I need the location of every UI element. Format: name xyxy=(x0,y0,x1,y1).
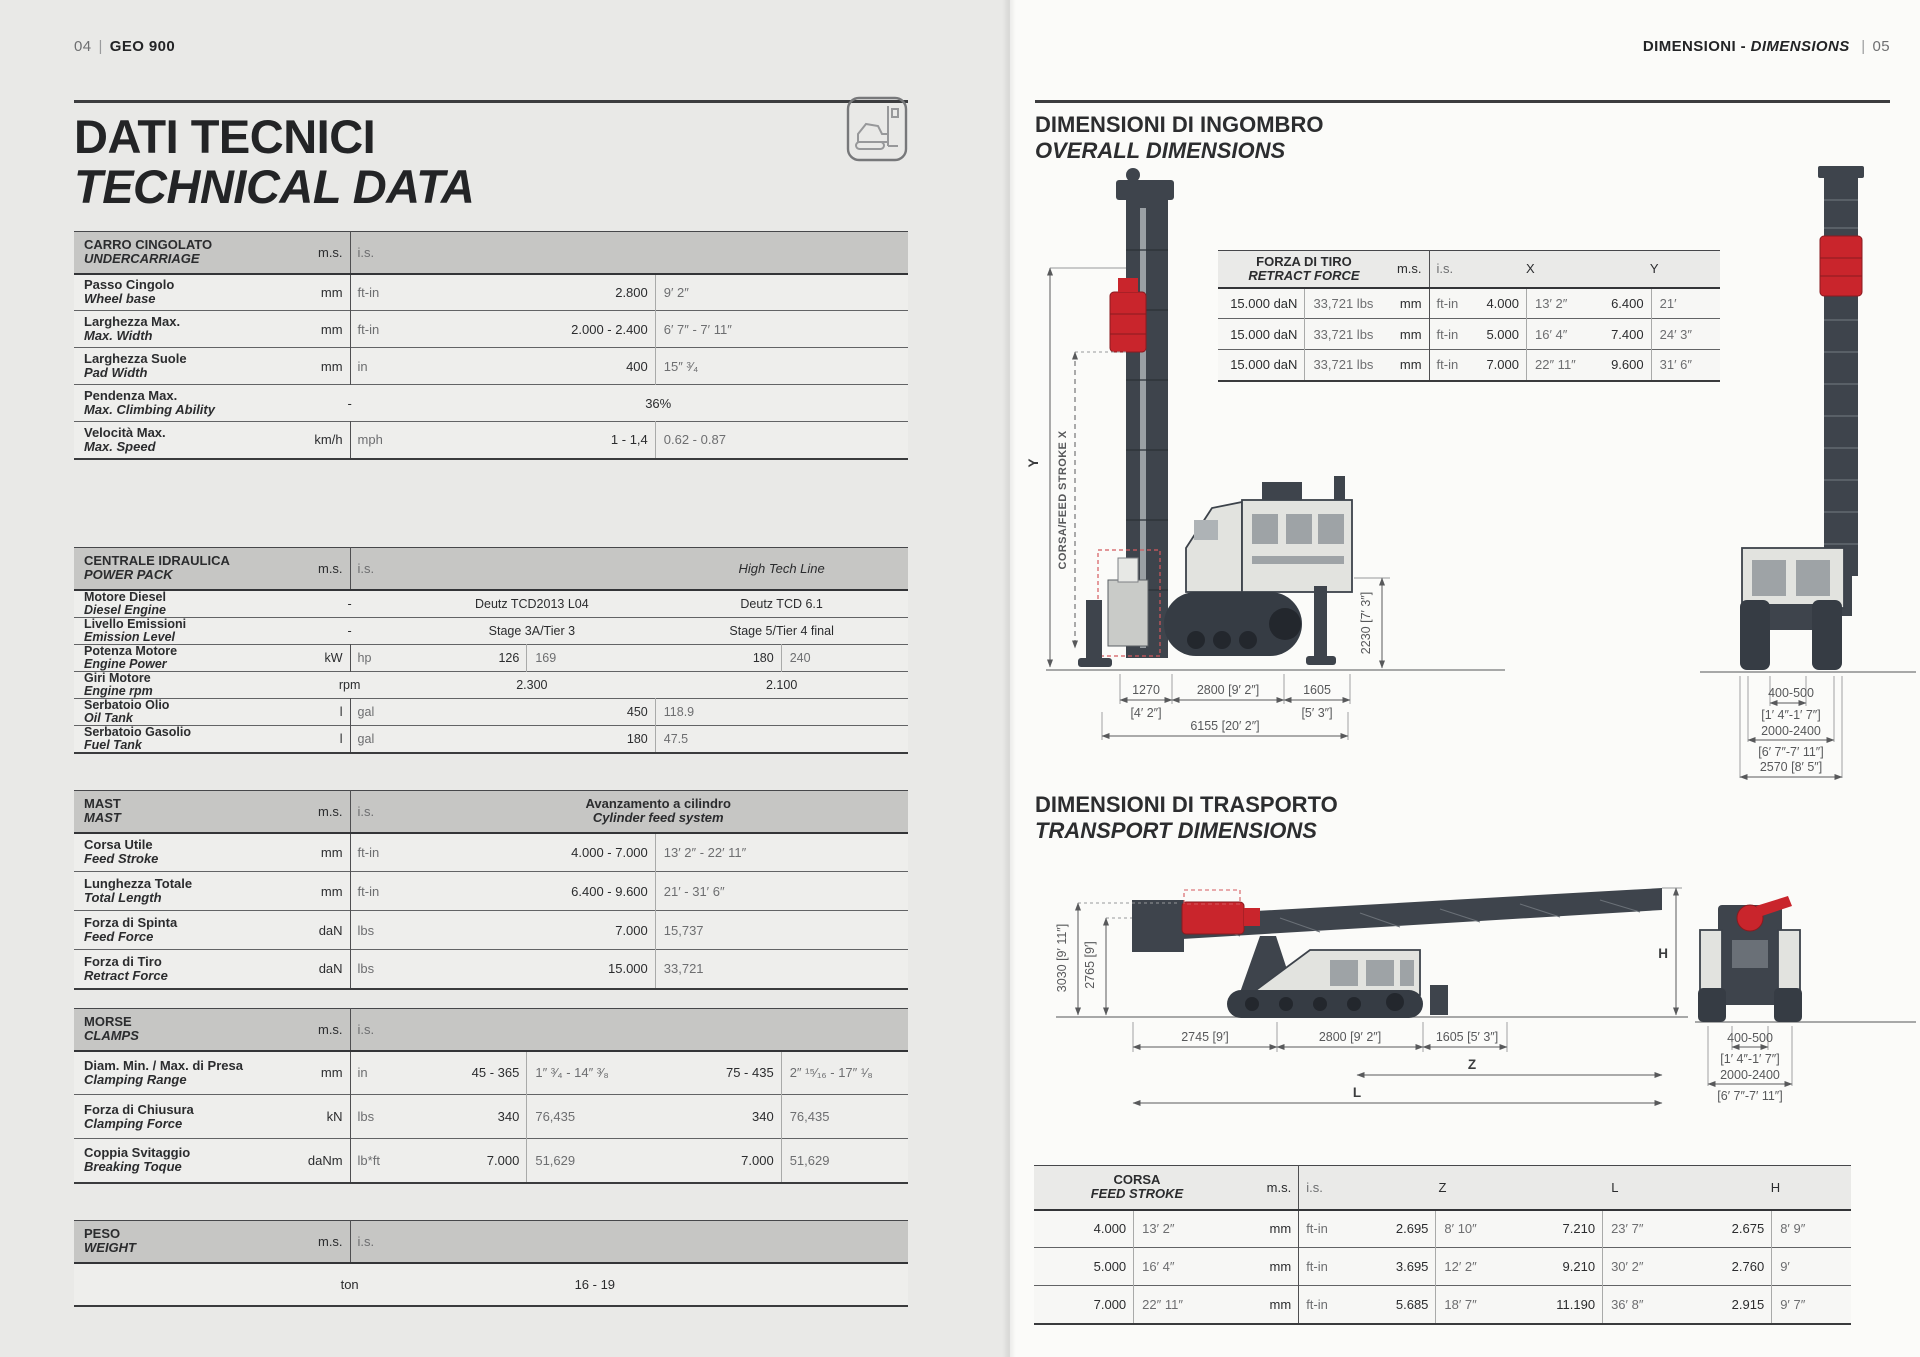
mast-table xyxy=(74,790,908,990)
table-cell: 15.000 xyxy=(408,950,655,989)
rig-side-illustration xyxy=(1046,168,1505,670)
table-cell: ft-in xyxy=(1429,350,1472,381)
table-cell: 340 xyxy=(655,1095,781,1139)
table-cell: 9.600 xyxy=(1588,350,1651,381)
table-cell: 33,721 lbs xyxy=(1305,319,1390,350)
table-cell: - xyxy=(291,617,409,644)
dim-label-2570: 2570 [8′ 5″] xyxy=(1759,760,1823,774)
table-cell: Passo Cingolo Wheel base xyxy=(74,274,291,311)
table-cell: 5.000 xyxy=(1472,319,1526,350)
table-cell: gal xyxy=(350,725,408,753)
table-cell: - xyxy=(291,385,409,422)
table-header-row xyxy=(1218,251,1720,288)
table-cell: 180 xyxy=(408,725,655,753)
table-cell: mm xyxy=(1390,350,1429,381)
table-cell: kN xyxy=(291,1095,350,1139)
table-header-cell: MAST MAST xyxy=(74,791,291,833)
table-cell: mm xyxy=(1390,288,1429,319)
dim-label-2745: 2745 [9′] xyxy=(1181,1030,1229,1044)
table-row xyxy=(1034,1210,1851,1248)
table-cell: 36′ 8″ xyxy=(1603,1286,1700,1324)
table-row xyxy=(74,1139,908,1183)
table-header-cell: i.s. xyxy=(350,1221,908,1263)
table-cell: 47.5 xyxy=(655,725,908,753)
rig-rear-illustration xyxy=(1695,896,1916,1022)
table-cell: kW xyxy=(291,644,350,671)
table-row xyxy=(74,872,908,911)
table-cell: 2.100 xyxy=(655,671,908,698)
dim-label-1605-transport: 1605 [5′ 3″] xyxy=(1435,1030,1499,1044)
table-cell: l xyxy=(291,698,350,725)
dim-label-feed-stroke-x: CORSA/FEED STROKE X xyxy=(1057,430,1069,570)
table-cell: 4.000 xyxy=(1472,288,1526,319)
table-header-row xyxy=(74,1221,908,1263)
table-cell: Larghezza Suole Pad Width xyxy=(74,348,291,385)
table-header-cell: CARRO CINGOLATO UNDERCARRIAGE xyxy=(74,232,291,274)
table-cell: 1″ ³⁄₄ - 14″ ³⁄₈ xyxy=(527,1051,655,1095)
table-header-cell: i.s. xyxy=(350,791,408,833)
table-cell: 16 - 19 xyxy=(408,1263,781,1306)
table-cell: 16′ 4″ xyxy=(1134,1248,1240,1286)
table-row xyxy=(1034,1286,1851,1324)
table-cell: 33,721 lbs xyxy=(1305,350,1390,381)
dim-label-rear-2000-2400-imperial: [6′ 7″-7′ 11″] xyxy=(1717,1089,1783,1103)
table-cell: 51,629 xyxy=(781,1139,908,1183)
overall-front-view-diagram xyxy=(1690,160,1920,790)
table-cell: 18′ 7″ xyxy=(1436,1286,1530,1324)
table-cell: 0.62 - 0.87 xyxy=(655,422,908,459)
table-cell: hp xyxy=(350,644,408,671)
table-cell: - xyxy=(291,590,409,618)
transport-heading-english: TRANSPORT DIMENSIONS xyxy=(1035,818,1317,843)
dim-label-2765: 2765 [9′] xyxy=(1083,941,1097,989)
table-cell: 2.675 xyxy=(1700,1210,1772,1248)
table-row xyxy=(74,348,908,385)
table-cell: Diam. Min. / Max. di Presa Clamping Range xyxy=(74,1051,291,1095)
dim-label-z: Z xyxy=(1467,1057,1477,1072)
dim-label-h: H xyxy=(1658,946,1668,961)
table-cell: 21′ xyxy=(1651,288,1720,319)
table-cell: mm xyxy=(291,1051,350,1095)
table-cell: gal xyxy=(350,698,408,725)
table-cell: 23′ 7″ xyxy=(1603,1210,1700,1248)
table-cell: ft-in xyxy=(350,833,408,872)
dim-label-2230: 2230 [7′ 3″] xyxy=(1359,591,1373,655)
table-row xyxy=(1218,319,1720,350)
table-cell: Serbatoio Gasolio Fuel Tank xyxy=(74,725,291,753)
table-cell: 240 xyxy=(781,644,908,671)
table-row xyxy=(1218,350,1720,381)
dim-label-rear-400-500: 400-500 xyxy=(1727,1031,1773,1045)
dim-label-400-500-imperial: [1′ 4″-1′ 7″] xyxy=(1761,708,1821,722)
transport-rear-view-diagram xyxy=(1690,855,1920,1160)
table-row xyxy=(1218,288,1720,319)
retract-force-table xyxy=(1218,250,1720,382)
page-header-left xyxy=(74,38,175,55)
table-cell: 30′ 2″ xyxy=(1603,1248,1700,1286)
table-cell: 8′ 10″ xyxy=(1436,1210,1530,1248)
table-cell: 7.000 xyxy=(1034,1286,1134,1324)
table-row xyxy=(74,1051,908,1095)
table-cell: 5.000 xyxy=(1034,1248,1134,1286)
table-cell: daNm xyxy=(291,1139,350,1183)
table-cell: 75 - 435 xyxy=(655,1051,781,1095)
table-cell: 2.915 xyxy=(1700,1286,1772,1324)
table-cell: ft-in xyxy=(1429,288,1472,319)
table-cell: ton xyxy=(291,1263,409,1306)
weight-table xyxy=(74,1220,908,1307)
dim-label-6155: 6155 [20′ 2″] xyxy=(1190,719,1260,733)
transport-heading-italian: DIMENSIONI DI TRASPORTO xyxy=(1035,792,1338,817)
table-cell: 7.000 xyxy=(408,911,655,950)
table-header-row xyxy=(74,1009,908,1051)
table-row xyxy=(74,1095,908,1139)
table-header-cell: Z xyxy=(1355,1166,1530,1210)
table-cell: l xyxy=(291,725,350,753)
table-header-row xyxy=(74,232,908,274)
table-cell xyxy=(74,1263,291,1306)
table-cell: ft-in xyxy=(1299,1286,1355,1324)
table-cell: mm xyxy=(291,348,350,385)
overall-heading-italian: DIMENSIONI DI INGOMBRO xyxy=(1035,112,1324,137)
table-cell: 9′ xyxy=(1772,1248,1851,1286)
table-cell: ft-in xyxy=(1299,1210,1355,1248)
table-header-row xyxy=(1034,1166,1851,1210)
table-cell: 8′ 9″ xyxy=(1772,1210,1851,1248)
table-cell: mm xyxy=(1240,1286,1299,1324)
dim-label-2000-2400-imperial: [6′ 7″-7′ 11″] xyxy=(1758,745,1824,759)
table-header-cell: i.s. xyxy=(1299,1166,1355,1210)
table-cell: mm xyxy=(1240,1210,1299,1248)
table-cell: 51,629 xyxy=(527,1139,655,1183)
table-cell: 7.000 xyxy=(408,1139,526,1183)
table-cell: 7.400 xyxy=(1588,319,1651,350)
table-cell: 13′ 2″ xyxy=(1527,288,1589,319)
table-cell: 33,721 xyxy=(655,950,908,989)
table-row xyxy=(74,671,908,698)
table-cell: rpm xyxy=(291,671,409,698)
table-cell: ft-in xyxy=(1429,319,1472,350)
table-cell: Stage 3A/Tier 3 xyxy=(408,617,655,644)
page-title xyxy=(74,112,474,212)
table-header-row xyxy=(74,548,908,590)
table-cell: 22″ 11″ xyxy=(1527,350,1589,381)
table-cell: 6.400 xyxy=(1588,288,1651,319)
dim-label-2800-transport: 2800 [9′ 2″] xyxy=(1318,1030,1382,1044)
table-row xyxy=(1034,1248,1851,1286)
table-cell: 126 xyxy=(408,644,526,671)
clamps-table xyxy=(74,1008,908,1184)
table-cell: 15.000 daN xyxy=(1218,319,1305,350)
table-cell: Potenza Motore Engine Power xyxy=(74,644,291,671)
page-title-italian: DATI TECNICI xyxy=(74,110,376,163)
header-separator-right: | xyxy=(1861,38,1866,55)
table-cell xyxy=(781,1263,908,1306)
header-rule-right xyxy=(1035,100,1890,103)
table-cell: mm xyxy=(291,274,350,311)
table-header-cell: i.s. xyxy=(350,1009,908,1051)
table-cell: 33,721 lbs xyxy=(1305,288,1390,319)
table-cell: 2.695 xyxy=(1355,1210,1436,1248)
table-cell: Lunghezza Totale Total Length xyxy=(74,872,291,911)
table-cell: 400 xyxy=(408,348,655,385)
transport-side-view-diagram xyxy=(1040,855,1690,1160)
table-cell: 21′ - 31′ 6″ xyxy=(655,872,908,911)
table-row xyxy=(74,698,908,725)
table-header-cell: L xyxy=(1530,1166,1700,1210)
table-cell: daN xyxy=(291,950,350,989)
table-header-cell: MORSE CLAMPS xyxy=(74,1009,291,1051)
table-row xyxy=(74,385,908,422)
table-cell: 9′ 7″ xyxy=(1772,1286,1851,1324)
table-cell: mm xyxy=(291,311,350,348)
table-cell: 4.000 - 7.000 xyxy=(408,833,655,872)
table-cell: 2.800 xyxy=(408,274,655,311)
table-cell: 15.000 daN xyxy=(1218,350,1305,381)
dim-label-rear-2000-2400: 2000-2400 xyxy=(1720,1068,1780,1082)
table-cell: 12′ 2″ xyxy=(1436,1248,1530,1286)
table-cell: 22″ 11″ xyxy=(1134,1286,1240,1324)
table-row xyxy=(74,833,908,872)
table-row xyxy=(74,950,908,989)
table-cell: 340 xyxy=(408,1095,526,1139)
dim-label-1270-imperial: [4′ 2″] xyxy=(1130,706,1162,720)
header-dimensions: DIMENSIONS xyxy=(1750,38,1850,55)
table-row xyxy=(74,422,908,459)
table-cell: Motore Diesel Diesel Engine xyxy=(74,590,291,618)
table-header-cell: m.s. xyxy=(291,1221,350,1263)
dim-label-y: Y xyxy=(1026,458,1041,468)
table-cell: lbs xyxy=(350,911,408,950)
table-cell: Corsa Utile Feed Stroke xyxy=(74,833,291,872)
table-cell: Velocità Max. Max. Speed xyxy=(74,422,291,459)
table-cell: Coppia Svitaggio Breaking Toque xyxy=(74,1139,291,1183)
table-header-cell: CENTRALE IDRAULICA POWER PACK xyxy=(74,548,291,590)
dim-label-1270: 1270 xyxy=(1132,683,1160,697)
table-cell: 118.9 xyxy=(655,698,908,725)
table-header-cell: m.s. xyxy=(291,548,350,590)
table-cell: 6.400 - 9.600 xyxy=(408,872,655,911)
table-cell: 76,435 xyxy=(527,1095,655,1139)
table-header-cell: m.s. xyxy=(291,791,350,833)
table-cell: 7.210 xyxy=(1530,1210,1603,1248)
table-header-cell: CORSA FEED STROKE xyxy=(1034,1166,1240,1210)
table-header-cell: i.s. xyxy=(350,548,655,590)
table-row xyxy=(74,274,908,311)
spread-gutter xyxy=(1002,0,1016,1357)
table-cell: Pendenza Max. Max. Climbing Ability xyxy=(74,385,291,422)
table-header-cell: PESO WEIGHT xyxy=(74,1221,291,1263)
table-cell: Forza di Spinta Feed Force xyxy=(74,911,291,950)
table-cell: 45 - 365 xyxy=(408,1051,526,1095)
dim-label-2800: 2800 [9′ 2″] xyxy=(1196,683,1260,697)
table-cell: 31′ 6″ xyxy=(1651,350,1720,381)
page-header-right xyxy=(1035,38,1890,55)
table-cell: mm xyxy=(1240,1248,1299,1286)
table-cell: mm xyxy=(291,833,350,872)
table-cell: 3.695 xyxy=(1355,1248,1436,1286)
table-header-cell: H xyxy=(1700,1166,1851,1210)
table-cell: 24′ 3″ xyxy=(1651,319,1720,350)
table-cell: 6′ 7″ - 7′ 11″ xyxy=(655,311,908,348)
table-header-cell: FORZA DI TIRO RETRACT FORCE xyxy=(1218,251,1390,288)
rear-dimension-annotations xyxy=(1708,1026,1792,1103)
dim-label-1605-imperial: [5′ 3″] xyxy=(1301,706,1333,720)
table-cell: 76,435 xyxy=(781,1095,908,1139)
dim-label-2000-2400: 2000-2400 xyxy=(1761,724,1821,738)
table-cell: ft-in xyxy=(350,274,408,311)
table-cell: 5.685 xyxy=(1355,1286,1436,1324)
table-row xyxy=(74,590,908,618)
table-cell: Livello Emissioni Emission Level xyxy=(74,617,291,644)
table-cell: lbs xyxy=(350,950,408,989)
front-dimension-annotations xyxy=(1740,676,1842,778)
feed-stroke-table xyxy=(1034,1165,1851,1325)
table-cell: ft-in xyxy=(350,872,408,911)
header-separator: | xyxy=(98,38,103,55)
overall-heading-english: OVERALL DIMENSIONS xyxy=(1035,138,1286,163)
table-header-cell: X xyxy=(1472,251,1588,288)
page-number-left: 04 xyxy=(74,38,92,55)
table-cell: 180 xyxy=(655,644,781,671)
table-header-row xyxy=(74,791,908,833)
drill-rig-icon xyxy=(846,96,908,162)
table-cell: 2.300 xyxy=(408,671,655,698)
table-cell: 9.210 xyxy=(1530,1248,1603,1286)
table-cell: ft-in xyxy=(1299,1248,1355,1286)
table-header-cell: m.s. xyxy=(1240,1166,1299,1210)
table-cell: 9′ 2″ xyxy=(655,274,908,311)
overall-dimensions-heading xyxy=(1035,112,1323,164)
table-cell: 15,737 xyxy=(655,911,908,950)
table-cell: 450 xyxy=(408,698,655,725)
table-cell: 13′ 2″ - 22′ 11″ xyxy=(655,833,908,872)
table-cell: 11.190 xyxy=(1530,1286,1603,1324)
table-row xyxy=(74,1263,908,1306)
table-cell: 15″ ³⁄₄ xyxy=(655,348,908,385)
table-row xyxy=(74,617,908,644)
header-rule-left xyxy=(74,100,908,103)
table-cell: 2″ ¹⁵⁄₁₆ - 17″ ¹⁄₈ xyxy=(781,1051,908,1095)
table-header-cell: i.s. xyxy=(1429,251,1472,288)
table-cell: 4.000 xyxy=(1034,1210,1134,1248)
table-cell: Deutz TCD2013 L04 xyxy=(408,590,655,618)
dim-label-rear-400-500-imperial: [1′ 4″-1′ 7″] xyxy=(1720,1052,1780,1066)
header-dimensioni: DIMENSIONI - xyxy=(1642,38,1747,55)
table-cell: mph xyxy=(350,422,408,459)
rig-transport-illustration xyxy=(1056,888,1688,1018)
table-cell: Forza di Chiusura Clamping Force xyxy=(74,1095,291,1139)
table-cell: in xyxy=(350,348,408,385)
table-cell: 7.000 xyxy=(1472,350,1526,381)
undercarriage-table xyxy=(74,231,908,460)
table-cell: 2.760 xyxy=(1700,1248,1772,1286)
product-name: GEO 900 xyxy=(109,38,176,55)
table-header-cell: m.s. xyxy=(291,1009,350,1051)
table-cell: lb*ft xyxy=(350,1139,408,1183)
rig-front-illustration xyxy=(1700,166,1916,672)
table-header-cell: m.s. xyxy=(291,232,350,274)
table-header-cell: i.s. xyxy=(350,232,908,274)
table-cell: lbs xyxy=(350,1095,408,1139)
dim-label-3030: 3030 [9′ 11″] xyxy=(1055,923,1069,993)
power-pack-table xyxy=(74,547,908,754)
table-row xyxy=(74,725,908,753)
table-row xyxy=(74,311,908,348)
table-cell: Stage 5/Tier 4 final xyxy=(655,617,908,644)
table-cell: Forza di Tiro Retract Force xyxy=(74,950,291,989)
table-cell: Deutz TCD 6.1 xyxy=(655,590,908,618)
table-cell: km/h xyxy=(291,422,350,459)
table-header-cell: m.s. xyxy=(1390,251,1429,288)
table-cell: ft-in xyxy=(350,311,408,348)
table-header-cell: High Tech Line xyxy=(655,548,908,590)
table-cell: 2.000 - 2.400 xyxy=(408,311,655,348)
table-cell: Larghezza Max. Max. Width xyxy=(74,311,291,348)
table-row xyxy=(74,911,908,950)
table-cell: 169 xyxy=(527,644,655,671)
table-cell: 16′ 4″ xyxy=(1527,319,1589,350)
dim-label-l: L xyxy=(1352,1085,1362,1100)
table-cell: Giri Motore Engine rpm xyxy=(74,671,291,698)
page-number-right: 05 xyxy=(1872,38,1890,55)
dim-label-400-500: 400-500 xyxy=(1768,686,1814,700)
table-cell: 13′ 2″ xyxy=(1134,1210,1240,1248)
table-cell: 7.000 xyxy=(655,1139,781,1183)
table-cell: 1 - 1,4 xyxy=(408,422,655,459)
transport-dimensions-heading xyxy=(1035,792,1338,844)
table-cell: 36% xyxy=(408,385,908,422)
page-title-english: TECHNICAL DATA xyxy=(74,160,475,213)
table-row xyxy=(74,644,908,671)
table-header-cell: Avanzamento a cilindro Cylinder feed system xyxy=(408,791,908,833)
table-cell: mm xyxy=(1390,319,1429,350)
dim-label-1605: 1605 xyxy=(1303,683,1331,697)
table-cell: Serbatoio Olio Oil Tank xyxy=(74,698,291,725)
table-header-cell: Y xyxy=(1588,251,1720,288)
table-cell: mm xyxy=(291,872,350,911)
table-cell: in xyxy=(350,1051,408,1095)
table-cell: daN xyxy=(291,911,350,950)
table-cell: 15.000 daN xyxy=(1218,288,1305,319)
